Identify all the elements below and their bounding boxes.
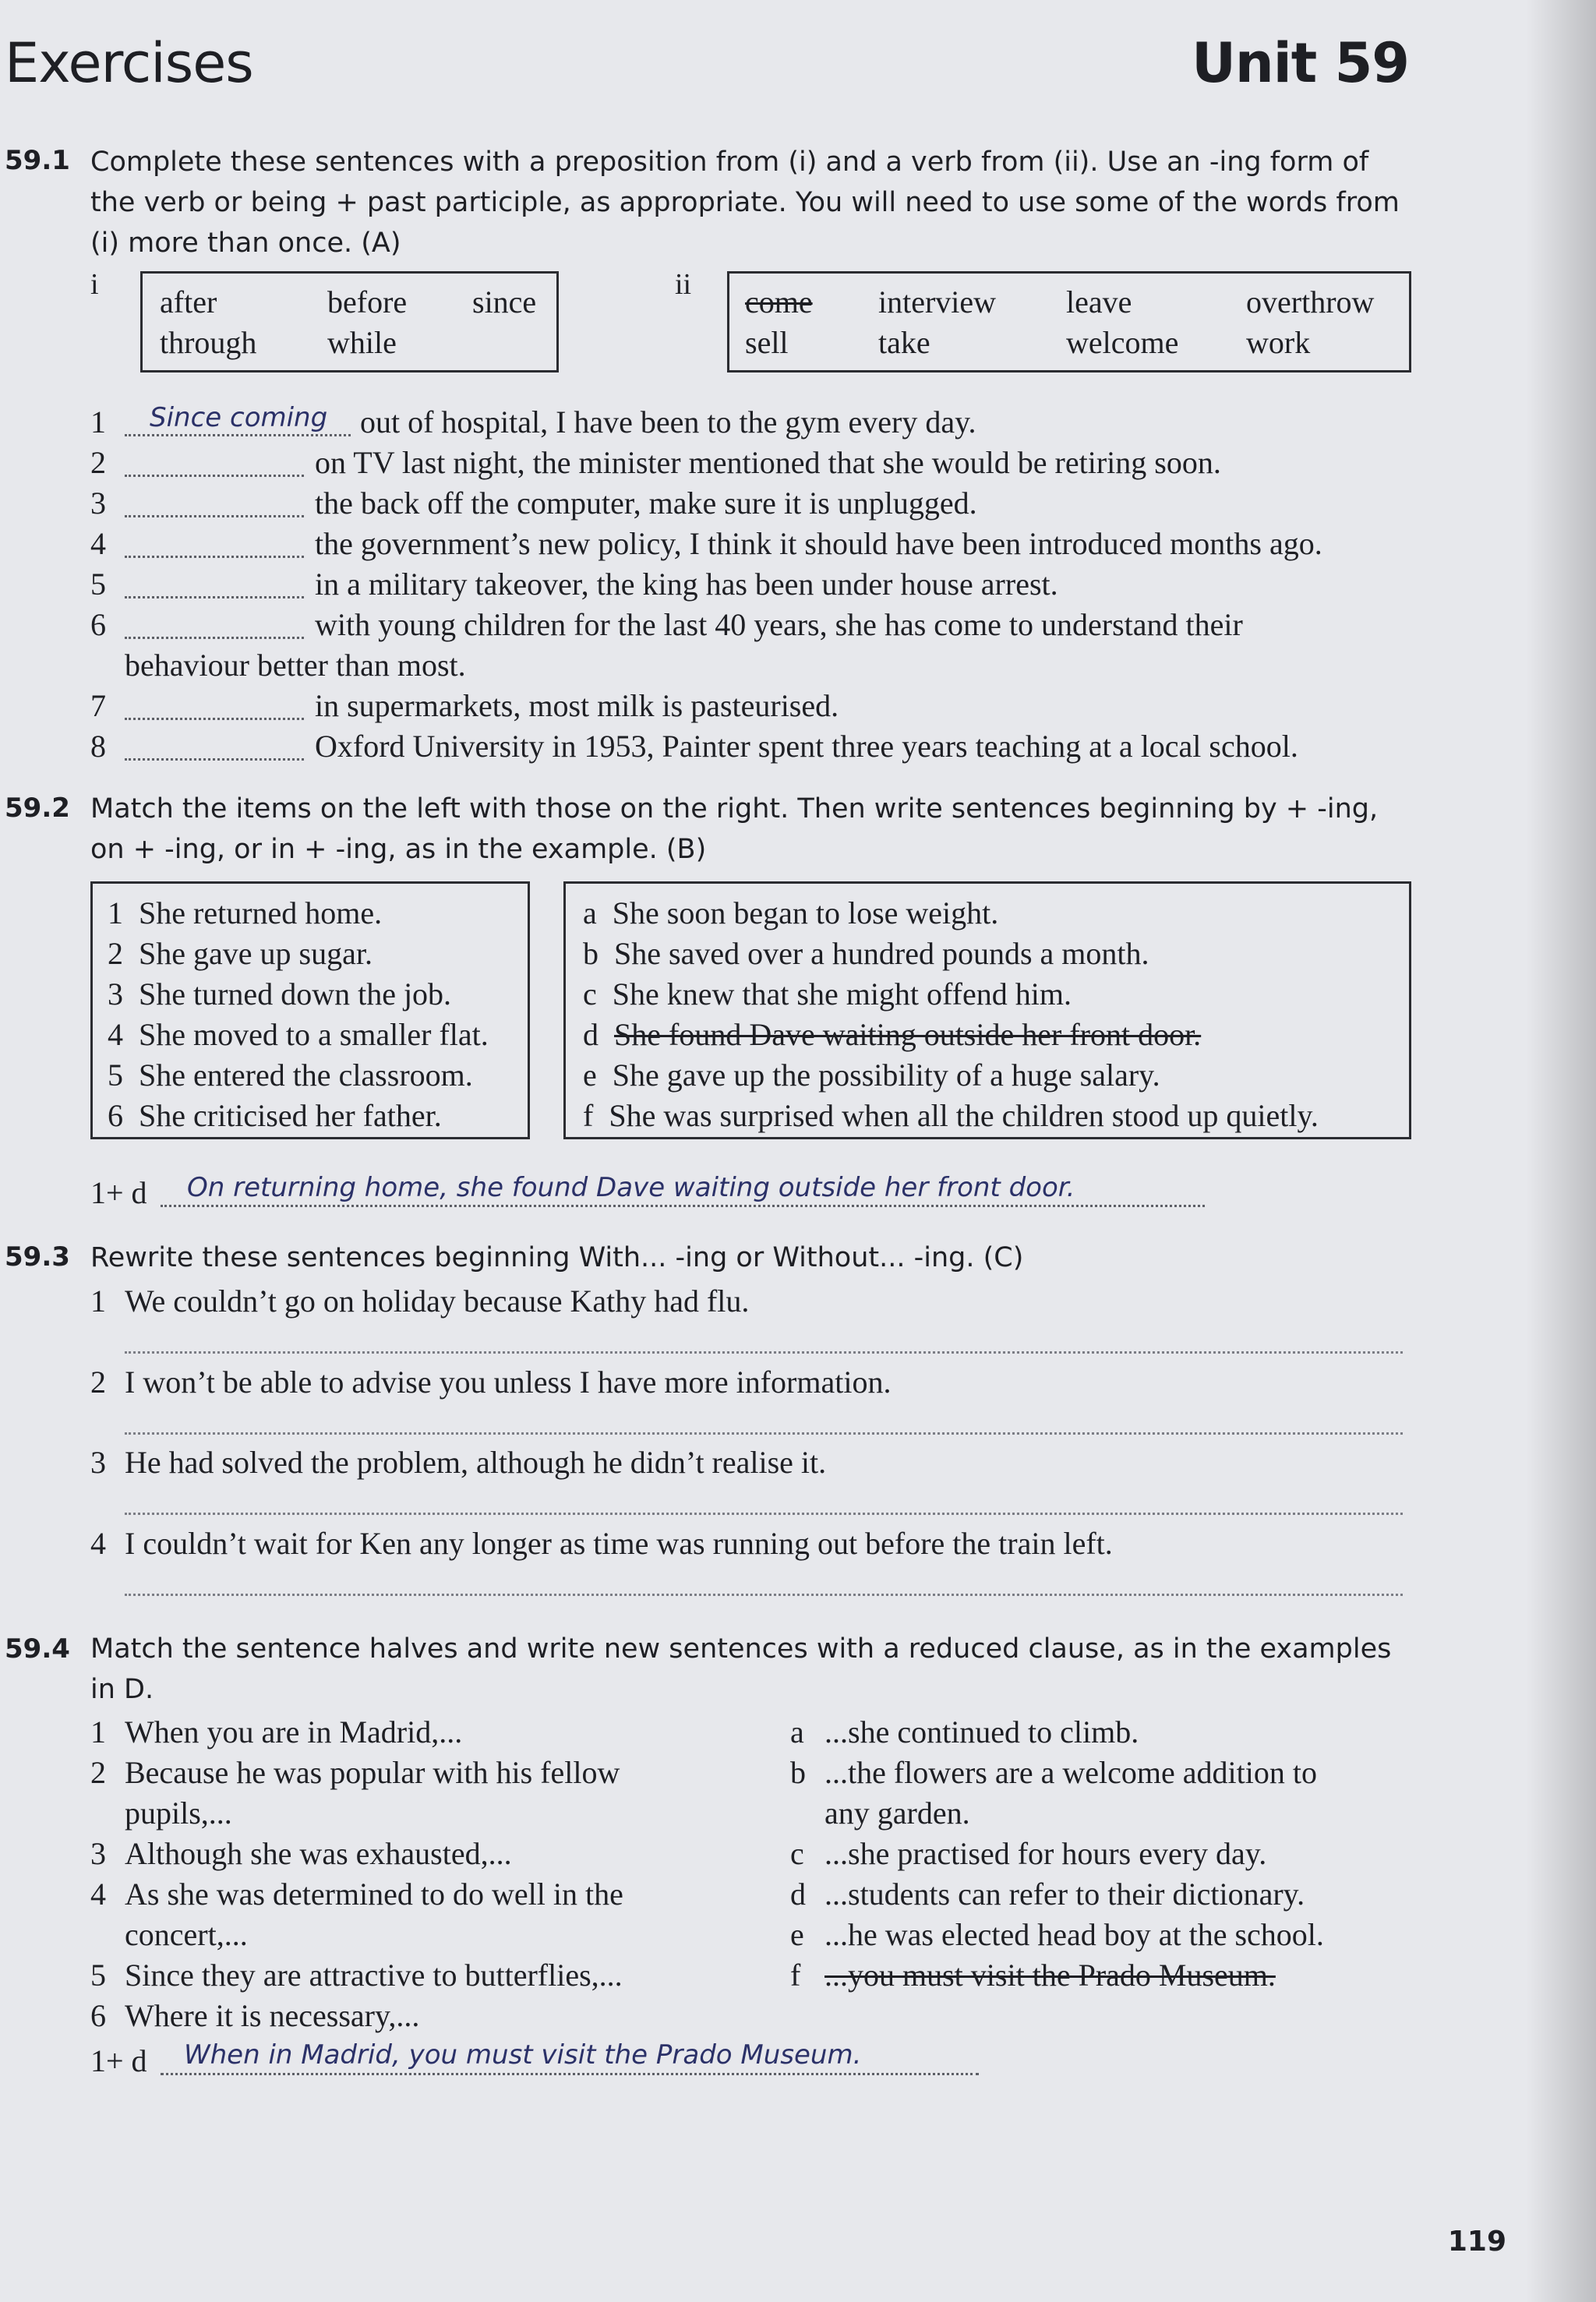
match-item-text: She turned down the job.: [139, 976, 452, 1012]
answer-blank[interactable]: [125, 434, 351, 436]
handwritten-answer: When in Madrid, you must visit the Prado Museum.: [184, 2039, 862, 2071]
match-item: [108, 935, 373, 972]
page-number: 119: [1447, 2226, 1506, 2258]
question-number: 4: [90, 1526, 106, 1561]
question-number: 4: [90, 526, 106, 561]
match-item-text-used: She found Dave waiting outside her front door.: [614, 1017, 1202, 1052]
word-option: before: [327, 284, 408, 320]
match-item-text: She returned home.: [139, 895, 383, 930]
word-option: sell: [745, 325, 789, 360]
question-text: the government’s new policy, I think it should have been introduced months ago.: [315, 526, 1322, 561]
exercise-instruction: Complete these sentences with a preposition from (i) and a verb from (ii). Use an -ing form of the verb or being + past participle, as appropriate. You will need to use some of the words from (i) more than once. (A): [90, 147, 1400, 259]
word-option: while: [327, 325, 397, 360]
match-item: [583, 1097, 1319, 1134]
page-title: Exercises: [5, 31, 253, 95]
exercise-number: 59.3: [5, 1241, 70, 1273]
question-text: When you are in Madrid,...: [125, 1714, 463, 1749]
match-item-number: 2: [108, 936, 123, 971]
match-item-letter: e: [790, 1917, 804, 1952]
word-option: overthrow: [1246, 284, 1375, 320]
match-item-letter: f: [583, 1098, 594, 1133]
question-text-continued: concert,...: [125, 1917, 248, 1952]
match-item-text: She soon began to lose weight.: [612, 895, 999, 930]
answer-blank[interactable]: [161, 2073, 979, 2075]
match-item-letter: b: [790, 1755, 806, 1790]
handwritten-answer: Since coming: [150, 402, 328, 433]
match-item-text: ...she practised for hours every day.: [824, 1836, 1267, 1871]
match-item-text-continued: any garden.: [824, 1795, 970, 1831]
match-item: [108, 895, 382, 931]
match-item-text: She entered the classroom.: [139, 1057, 473, 1093]
answer-blank[interactable]: [125, 596, 304, 598]
match-item-text: ...the flowers are a welcome addition to: [824, 1755, 1317, 1790]
word-option: work: [1246, 325, 1311, 360]
word-option: since: [472, 284, 537, 320]
handwritten-answer: On returning home, she found Dave waiting outside her front door.: [187, 1172, 1075, 1203]
question-text: the back off the computer, make sure it is unplugged.: [315, 485, 977, 521]
match-item-number: 4: [108, 1017, 123, 1052]
word-option: welcome: [1066, 325, 1179, 360]
question-number: 1: [90, 1714, 106, 1749]
match-item-number: 6: [108, 1098, 123, 1133]
question-number: 5: [90, 1958, 106, 1993]
question-text: in supermarkets, most milk is pasteurised.: [315, 688, 839, 723]
match-item-text: ...she continued to climb.: [824, 1714, 1139, 1749]
match-item-letter: e: [583, 1057, 597, 1093]
match-item: [583, 1057, 1160, 1093]
word-option: through: [160, 325, 257, 360]
match-item-letter: c: [790, 1836, 804, 1871]
match-item-text: She moved to a smaller flat.: [139, 1017, 489, 1052]
question-text: Although she was exhausted,...: [125, 1836, 512, 1871]
match-item: [108, 976, 451, 1012]
example-prefix: 1+ d: [90, 2043, 147, 2078]
answer-blank[interactable]: [161, 1205, 1205, 1207]
question-text: Oxford University in 1953, Painter spent three years teaching at a local school.: [315, 729, 1298, 764]
question-text: As she was determined to do well in the: [125, 1877, 623, 1912]
answer-line[interactable]: [125, 1513, 1403, 1515]
match-item-text: She gave up sugar.: [139, 936, 373, 971]
exercise-instruction: Match the items on the left with those on the right. Then write sentences beginning by + -ing, on + -ing, or in + -ing, as in the example. (B): [90, 793, 1379, 865]
match-item-text: She gave up the possibility of a huge salary.: [612, 1057, 1160, 1093]
answer-line[interactable]: [125, 1432, 1403, 1435]
question-text: He had solved the problem, although he didn’t realise it.: [125, 1445, 827, 1480]
match-item: [108, 1057, 473, 1093]
answer-blank[interactable]: [125, 718, 304, 720]
match-item-letter: a: [583, 895, 597, 930]
answer-blank[interactable]: [125, 637, 304, 639]
exercise-number: 59.4: [5, 1633, 70, 1665]
exercise-instruction: Rewrite these sentences beginning With... -ing or Without... -ing. (C): [90, 1242, 1024, 1273]
match-item-number: 3: [108, 976, 123, 1012]
question-number: 6: [90, 1998, 106, 2033]
match-item-letter: a: [790, 1714, 804, 1749]
match-item: [108, 1097, 442, 1134]
match-item-letter: d: [583, 1017, 598, 1052]
question-text: I won’t be able to advise you unless I have more information.: [125, 1365, 892, 1400]
question-number: 2: [90, 1365, 106, 1400]
exercise-number: 59.1: [5, 145, 70, 176]
match-item: [583, 895, 998, 931]
match-item-text: ...students can refer to their dictionary.: [824, 1877, 1305, 1912]
question-text: Because he was popular with his fellow: [125, 1755, 620, 1790]
match-item: [108, 1016, 489, 1053]
word-option: leave: [1066, 284, 1132, 320]
question-text-continued: pupils,...: [125, 1795, 232, 1831]
exercise-number: 59.2: [5, 793, 70, 824]
match-item: [583, 935, 1149, 972]
match-item-number: 5: [108, 1057, 123, 1093]
page-edge-shadow: [1526, 0, 1596, 2302]
word-option: interview: [878, 284, 997, 320]
question-number: 3: [90, 1445, 106, 1480]
match-item-text: She knew that she might offend him.: [612, 976, 1072, 1012]
question-number: 5: [90, 567, 106, 602]
answer-blank[interactable]: [125, 556, 304, 558]
question-text-continued: behaviour better than most.: [125, 648, 466, 683]
question-number: 6: [90, 607, 106, 642]
match-item: [583, 976, 1072, 1012]
question-number: 3: [90, 1836, 106, 1871]
match-item-text: She saved over a hundred pounds a month.: [614, 936, 1149, 971]
match-item-letter: d: [790, 1877, 806, 1912]
match-item: [583, 1016, 1201, 1053]
question-text: Where it is necessary,...: [125, 1998, 420, 2033]
word-option: take: [878, 325, 930, 360]
word-option-used: come: [745, 284, 813, 320]
match-item-text: ...he was elected head boy at the school.: [824, 1917, 1324, 1952]
example-prefix: 1+ d: [90, 1175, 147, 1210]
question-number: 7: [90, 688, 106, 723]
question-number: 2: [90, 445, 106, 480]
word-option: after: [160, 284, 217, 320]
question-text: in a military takeover, the king has been under house arrest.: [315, 567, 1058, 602]
question-number: 2: [90, 1755, 106, 1790]
question-number: 4: [90, 1877, 106, 1912]
question-text: We couldn’t go on holiday because Kathy had flu.: [125, 1283, 750, 1319]
match-item-text: She criticised her father.: [139, 1098, 442, 1133]
question-number: 3: [90, 485, 106, 521]
match-item-letter: b: [583, 936, 598, 971]
answer-blank[interactable]: [125, 475, 304, 477]
question-number: 1: [90, 404, 106, 440]
exercise-instruction: Match the sentence halves and write new sentences with a reduced clause, as in the examples in D.: [90, 1633, 1392, 1705]
match-item-text: She was surprised when all the children stood up quietly.: [609, 1098, 1319, 1133]
question-number: 1: [90, 1283, 106, 1319]
box-label: ii: [675, 268, 692, 301]
unit-title: Unit 59: [1192, 31, 1409, 95]
match-item-number: 1: [108, 895, 123, 930]
question-text: with young children for the last 40 years, she has come to understand their: [315, 607, 1243, 642]
match-item-letter: c: [583, 976, 597, 1012]
answer-line[interactable]: [125, 1351, 1403, 1354]
match-item-letter: f: [790, 1958, 801, 1993]
match-item-text-used: ...you must visit the Prado Museum.: [824, 1958, 1276, 1993]
question-text: I couldn’t wait for Ken any longer as time was running out before the train left.: [125, 1526, 1113, 1561]
question-text: on TV last night, the minister mentioned that she would be retiring soon.: [315, 445, 1221, 480]
question-number: 8: [90, 729, 106, 764]
box-label: i: [90, 268, 99, 301]
question-text: out of hospital, I have been to the gym every day.: [360, 404, 976, 440]
answer-blank[interactable]: [125, 758, 304, 761]
answer-line[interactable]: [125, 1594, 1403, 1596]
answer-blank[interactable]: [125, 515, 304, 517]
question-text: Since they are attractive to butterflies,...: [125, 1958, 623, 1993]
